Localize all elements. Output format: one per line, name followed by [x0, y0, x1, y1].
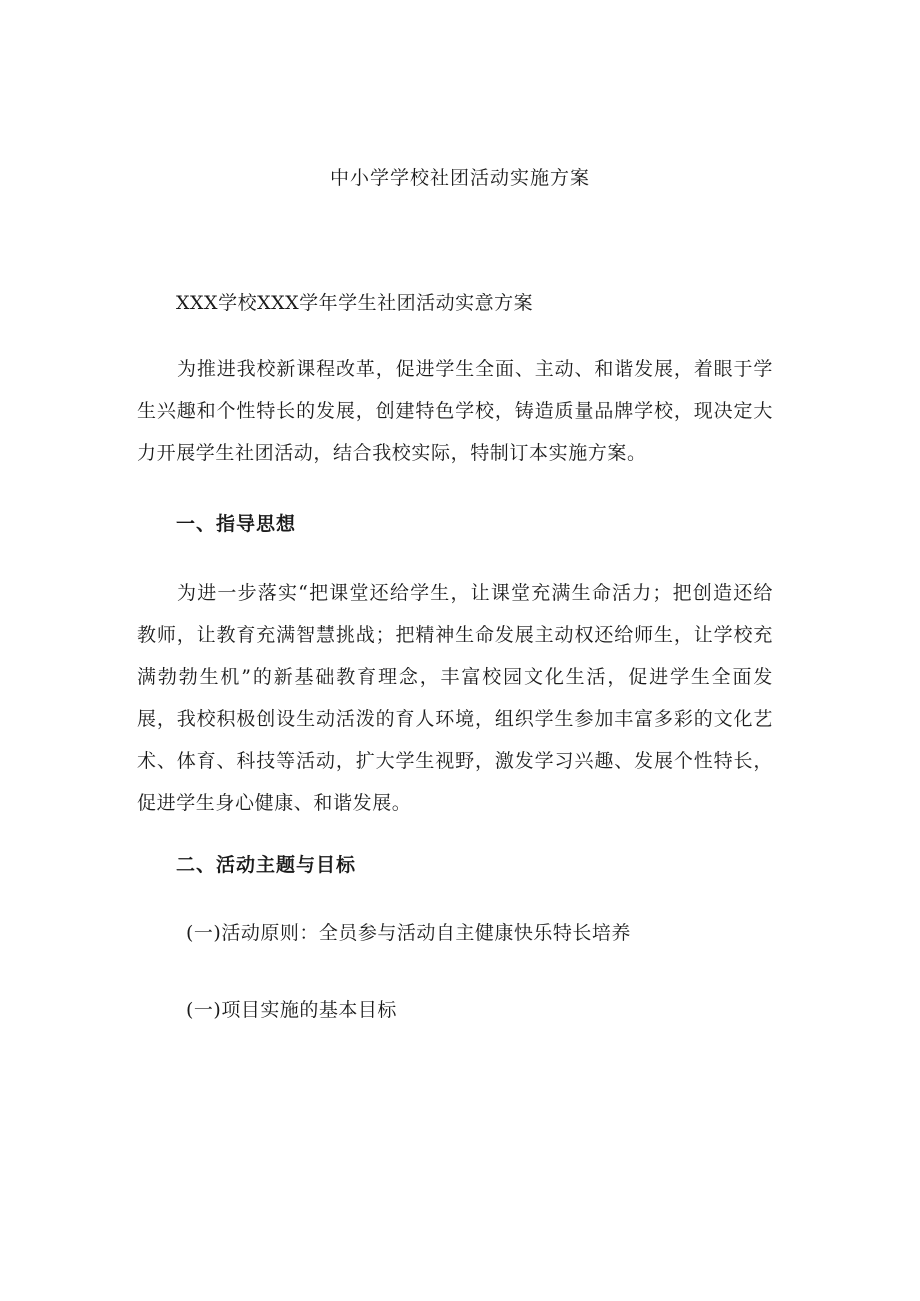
guiding-ideology-paragraph: 为进一步落实“把课堂还给学生，让课堂充满生命活力；把创造还给教师，让教育充满智慧挑战；把精神生命发展主动权还给师生，让学校充满勃勃生机”的新基础教育理念，丰富校园文化生活，促进学生全面发展，我校积极创设生动活泼的育人环境，组织学生参加丰富多彩的文化艺术、体育、科技等活动，扩大学生视野，激发学习兴趣、发展个性特长，促进学生身心健康、和谐发展。: [137, 582, 773, 814]
section-heading-guiding-ideology: 一、指导思想: [176, 513, 297, 535]
document-title: 中小学学校社团活动实施方案: [329, 167, 590, 189]
subsection-activity-principles: (一)活动原则：全员参与活动自主健康快乐特长培养: [186, 922, 631, 944]
intro-paragraph: 为推进我校新课程改革，促进学生全面、主动、和谐发展，着眼于学生兴趣和个性特长的发展，创建特色学校，铸造质量品牌学校，现决定大力开展学生社团活动，结合我校实际，特制订本实施方案。: [137, 358, 773, 464]
section-heading-theme-goals: 二、活动主题与目标: [176, 854, 357, 876]
document-subtitle: XXX学校XXX学年学生社团活动实意方案: [176, 292, 534, 314]
subsection-basic-goals: (一)项目实施的基本目标: [186, 999, 397, 1021]
